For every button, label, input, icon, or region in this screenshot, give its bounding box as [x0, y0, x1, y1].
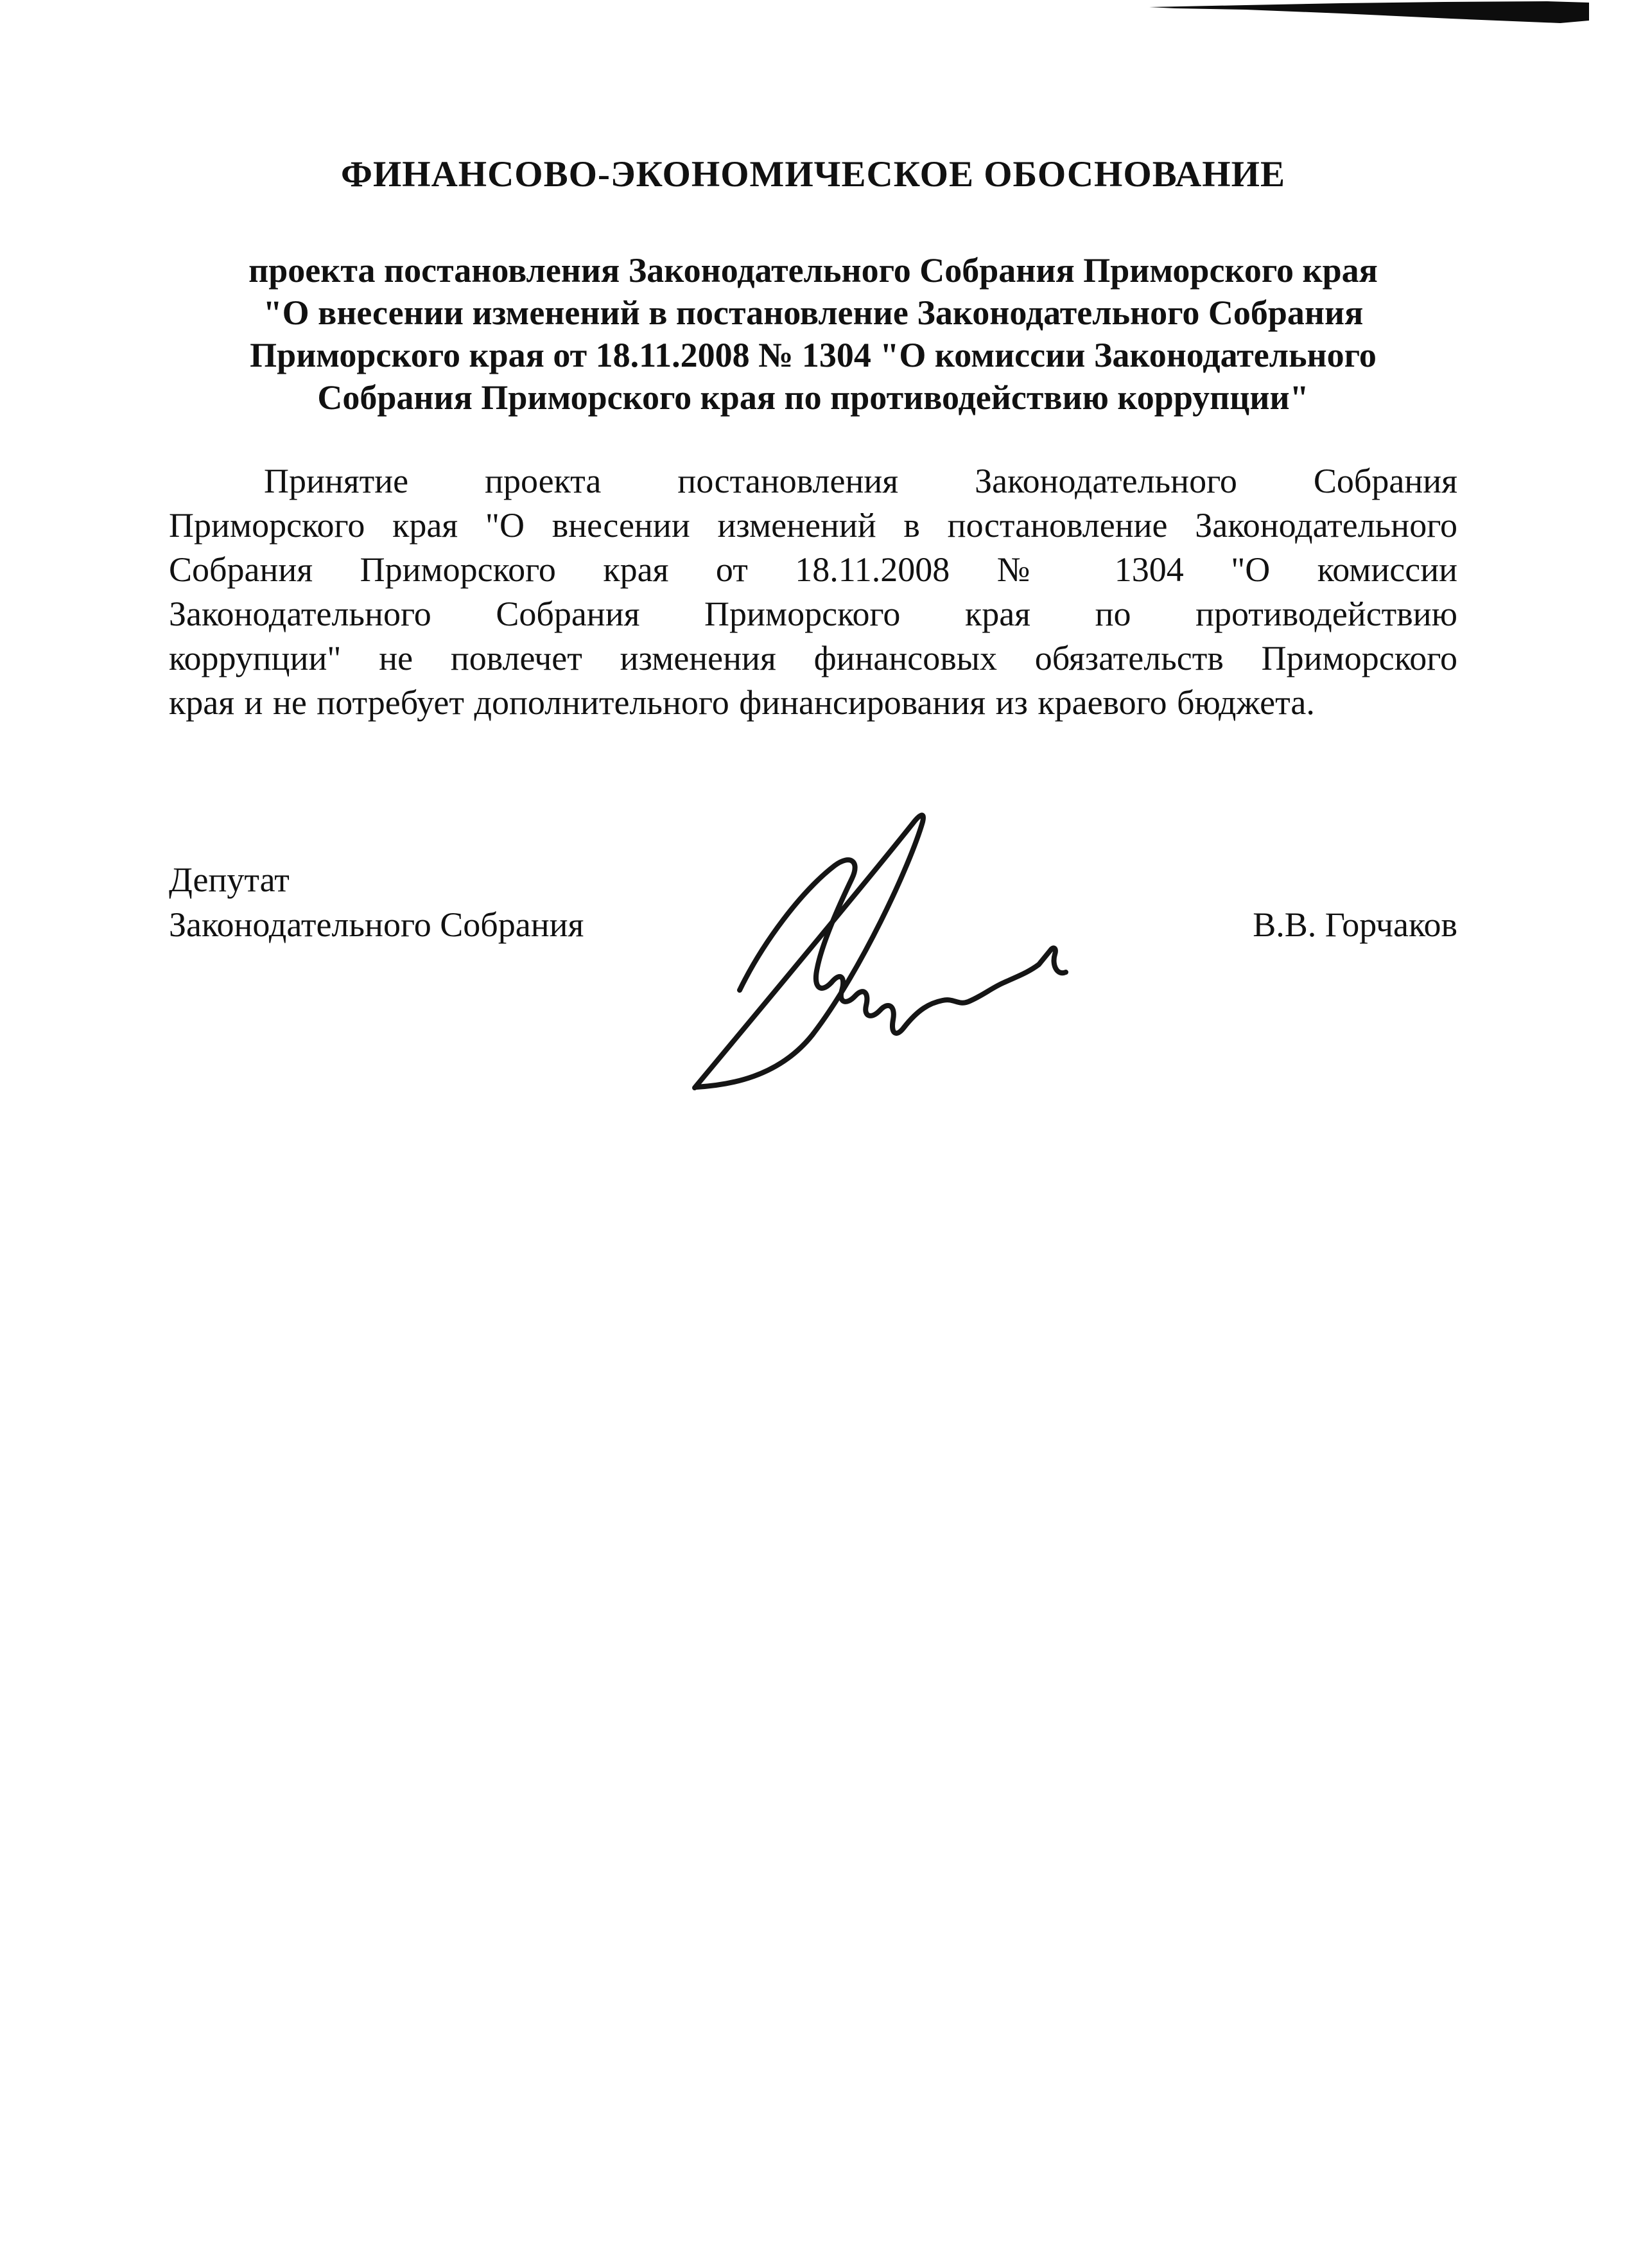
subtitle-line: Собрания Приморского края по противодействию коррупции" [317, 378, 1309, 417]
body-line: Приморского края "О внесении изменений в постановление Законодательного [169, 506, 1457, 545]
document-subtitle [169, 249, 1457, 419]
document-title: ФИНАНСОВО-ЭКОНОМИЧЕСКОЕ ОБОСНОВАНИЕ [341, 154, 1285, 195]
subtitle-line: "О внесении изменений в постановление Законодательного Собрания [263, 293, 1364, 332]
body-line: коррупции" не повлечет изменения финансовых обязательств Приморского [169, 639, 1457, 677]
signatory-name: В.В. Горчаков [1253, 905, 1457, 944]
subtitle-line: Приморского края от 18.11.2008 № 1304 "О комиссии Законодательного [250, 336, 1377, 374]
document-content [169, 0, 1457, 947]
body-line: Собрания Приморского края от 18.11.2008 № 1304 "О комиссии [169, 550, 1457, 589]
signature-block [169, 857, 1457, 947]
subtitle-line: проекта постановления Законодательного Собрания Приморского края [248, 251, 1378, 290]
body-paragraph [169, 459, 1457, 725]
body-line: края и не потребует дополнительного финансирования из краевого бюджета. [169, 683, 1315, 722]
signatory-role-line-1: Депутат [169, 860, 290, 899]
body-line: Законодательного Собрания Приморского края по противодействию [169, 595, 1457, 633]
body-line: Принятие проекта постановления Законодательного Собрания [264, 462, 1457, 500]
signatory-role-line-2: Законодательного Собрания [169, 905, 584, 944]
signatory-role [169, 857, 584, 947]
